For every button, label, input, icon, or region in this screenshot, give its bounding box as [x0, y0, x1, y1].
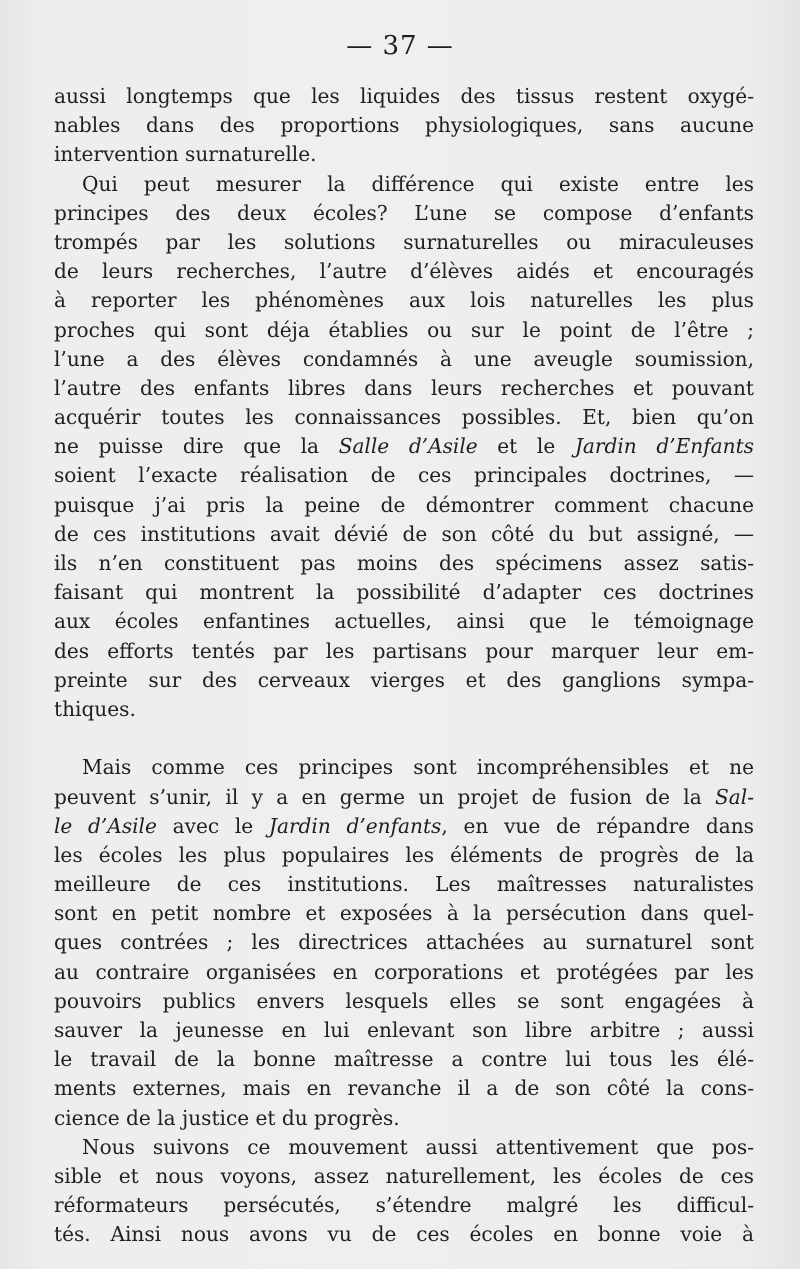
text-run: et le: [477, 434, 575, 459]
text-line: sible et nous voyons, assez naturellement, les écoles de ces: [54, 1163, 754, 1188]
text-line-with-italics: [54, 432, 754, 461]
text-line: réformateurs persécutés, s’étendre malgré les difficul-: [54, 1193, 754, 1218]
text-line: sauver la jeunesse en lui enlevant son libre arbitre ; aussi: [54, 1018, 754, 1042]
text-line: preinte sur des cerveaux vierges et des ganglions sympa-: [54, 667, 754, 692]
text-line: nables dans des proportions physiologiques, sans aucune: [54, 113, 754, 138]
text-line: l’autre des enfants libres dans leurs recherches et pouvant: [54, 375, 754, 400]
text-line: Qui peut mesurer la différence qui existe entre les: [82, 171, 754, 196]
text-line: l’une a des élèves condamnés à une aveugle soumission,: [54, 346, 754, 371]
text-line-with-italics: [54, 812, 754, 841]
page-number: — 37 —: [346, 31, 454, 61]
text-line: intervention surnaturelle.: [54, 142, 317, 167]
text-line: trompés par les solutions surnaturelles ou miraculeuses: [54, 229, 754, 254]
italic-title-le-d-asile: le d’Asile: [54, 813, 157, 838]
paragraph-4: [54, 1133, 754, 1250]
text-line: pouvoirs publics envers lesquels elles se sont engagées à: [54, 988, 754, 1013]
paragraph-3: [54, 753, 754, 1132]
page-text: [54, 82, 754, 1250]
text-line: principes des deux écoles? L’une se compose d’enfants: [54, 200, 754, 225]
text-line: des efforts tentés par les partisans pour marquer leur em-: [54, 638, 754, 663]
text-run: , en vue de répandre dans: [441, 813, 754, 838]
text-line: sont en petit nombre et exposées à la persécution dans quel-: [54, 901, 754, 926]
text-run: peuvent s’unir, il y a en germe un projet de fusion de la: [54, 784, 716, 809]
text-line: le travail de la bonne maîtresse a contre lui tous les élé-: [54, 1047, 754, 1072]
text-line: faisant qui montrent la possibilité d’adapter ces doctrines: [54, 580, 754, 605]
text-line: puisque j’ai pris la peine de démontrer comment chacune: [54, 492, 754, 517]
text-line: de leurs recherches, l’autre d’élèves aidés et encouragés: [54, 259, 754, 284]
paragraph-gap: [54, 724, 754, 753]
text-run: avec le: [156, 813, 269, 838]
italic-title-jardin-d-enfants: Jardin d’Enfants: [574, 434, 754, 459]
text-line: meilleure de ces institutions. Les maîtresses naturalistes: [54, 872, 754, 897]
text-line: soient l’exacte réalisation de ces principales doctrines, —: [54, 463, 754, 488]
text-line: ils n’en constituent pas moins des spécimens assez satis-: [54, 551, 754, 575]
text-line: thiques.: [54, 696, 136, 721]
text-line: à reporter les phénomènes aux lois naturelles les plus: [54, 288, 754, 313]
italic-title-jardin-d-enfants: Jardin d’enfants: [268, 813, 442, 838]
text-line: proches qui sont déja établies ou sur le point de l’être ;: [54, 317, 754, 342]
text-line: Nous suivons ce mouvement aussi attentivement que pos-: [82, 1134, 754, 1159]
text-line: les écoles les plus populaires les éléments de progrès de la: [54, 842, 754, 867]
text-line: cience de la justice et du progrès.: [54, 1105, 400, 1130]
text-line: acquérir toutes les connaissances possibles. Et, bien qu’on: [54, 405, 754, 430]
text-line: tés. Ainsi nous avons vu de ces écoles en bonne voie à: [54, 1222, 754, 1247]
text-line: au contraire organisées en corporations et protégées par les: [54, 959, 754, 984]
italic-title-sal: Sal-: [715, 784, 754, 809]
text-line: Mais comme ces principes sont incompréhensibles et ne: [82, 755, 754, 780]
text-line: aux écoles enfantines actuelles, ainsi que le témoignage: [54, 609, 754, 634]
italic-title-salle-d-asile: Salle d’Asile: [338, 434, 478, 459]
paragraph-2: [54, 170, 754, 725]
text-run: ne puisse dire que la: [54, 434, 339, 459]
text-line: aussi longtemps que les liquides des tissus restent oxygé-: [54, 84, 754, 108]
text-line-with-italics: [54, 783, 754, 812]
text-line: ques contrées ; les directrices attachées au surnaturel sont: [54, 930, 754, 955]
text-line: ments externes, mais en revanche il a de son côté la cons-: [54, 1076, 754, 1101]
text-line: de ces institutions avait dévié de son côté du but assigné, —: [54, 521, 754, 546]
paragraph-1: [54, 82, 754, 170]
